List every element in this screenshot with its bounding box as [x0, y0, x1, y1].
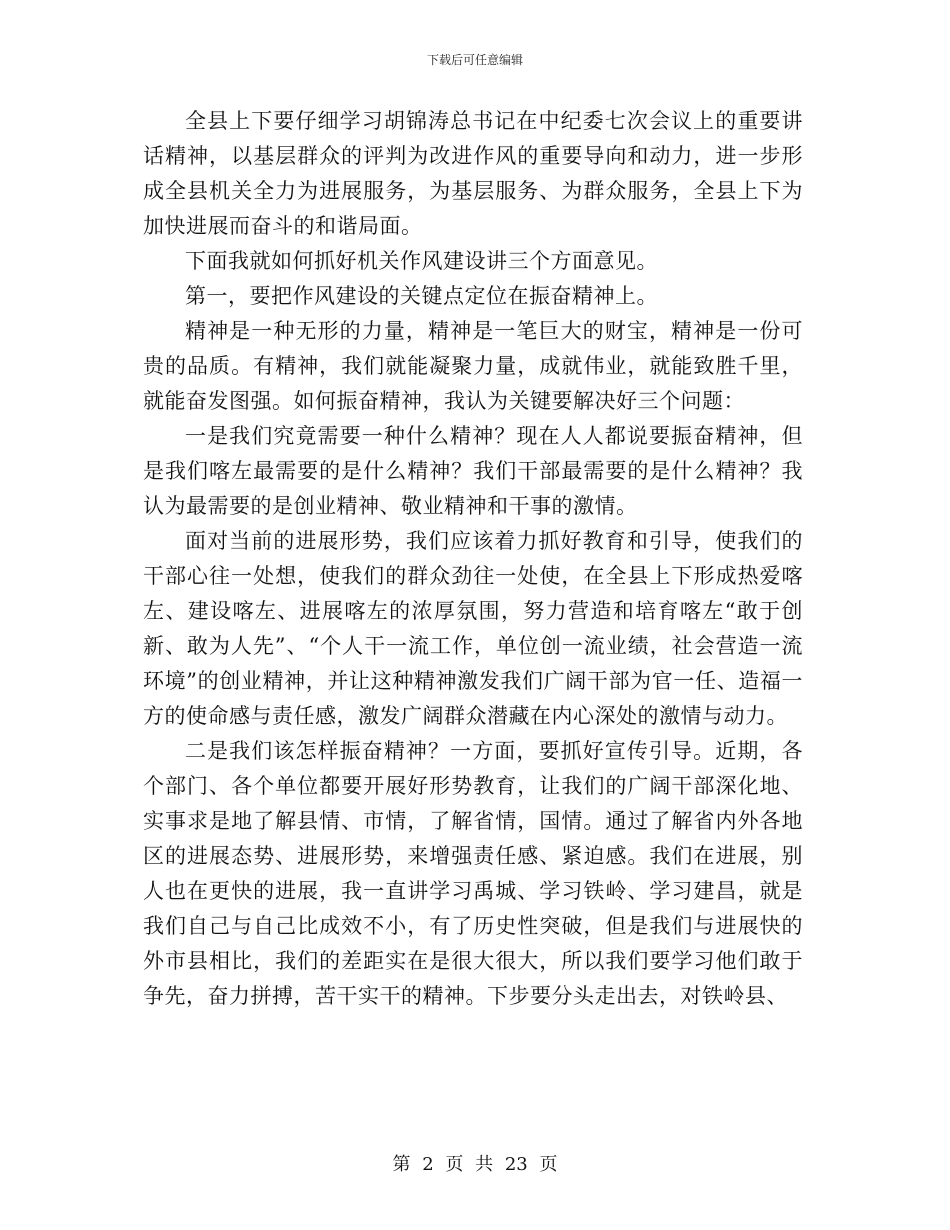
paragraph: 一是我们究竟需要一种什么精神？现在人人都说要振奋精神，但是我们喀左最需要的是什么精神？我们干部最需要的是什么精神？我认为最需要的是创业精神、敬业精神和干事的激情。: [143, 424, 803, 518]
paragraph: 下面我就如何抓好机关作风建设讲三个方面意见。: [185, 249, 658, 273]
paragraph: 二是我们该怎样振奋精神？一方面，要抓好宣传引导。近期，各个部门、各个单位都要开展好形势教育，让我们的广阔干部深化地、实事求是地了解县情、市情，了解省情，国情。通过了解省内外各地区的进展态势、进展形势，来增强责任感、紧迫感。我们在进展，别人也在更快的进展，我一直讲学习禹城、学习铁岭、学习建昌，就是我们自己与自己比成效不小，有了历史性突破，但是我们与进展快的外市县相比，我们的差距实在是很大很大，所以我们要学习他们敢于争先，奋力拼搏，苦干实干的精神。下步要分头走出去，对铁岭县、: [143, 739, 803, 1008]
section-heading: 第一，要把作风建设的关键点定位在振奋精神上。: [185, 284, 658, 308]
page-number-footer: 第 2 页 共 23 页: [392, 1154, 558, 1175]
document-body: [143, 104, 803, 1014]
page-header: 下载后可任意编辑: [426, 53, 523, 67]
paragraph: 面对当前的进展形势，我们应该着力抓好教育和引导，使我们的干部心往一处想，使我们的群众劲往一处使，在全县上下形成热爱喀左、建设喀左、进展喀左的浓厚氛围，努力营造和培育喀左“敢于创新、敢为人先”、“个人干一流工作，单位创一流业绩，社会营造一流环境”的创业精神，并让这种精神激发我们广阔干部为官一任、造福一方的使命感与责任感，激发广阔群众潜藏在内心深处的激情与动力。: [143, 529, 803, 728]
paragraph: 精神是一种无形的力量，精神是一笔巨大的财宝，精神是一份可贵的品质。有精神，我们就能凝聚力量，成就伟业，就能致胜千里，就能奋发图强。如何振奋精神，我认为关键要解决好三个问题：: [143, 319, 803, 413]
paragraph: 全县上下要仔细学习胡锦涛总书记在中纪委七次会议上的重要讲话精神，以基层群众的评判为改进作风的重要导向和动力，进一步形成全县机关全力为进展服务，为基层服务、为群众服务，全县上下为加快进展而奋斗的和谐局面。: [143, 109, 803, 238]
